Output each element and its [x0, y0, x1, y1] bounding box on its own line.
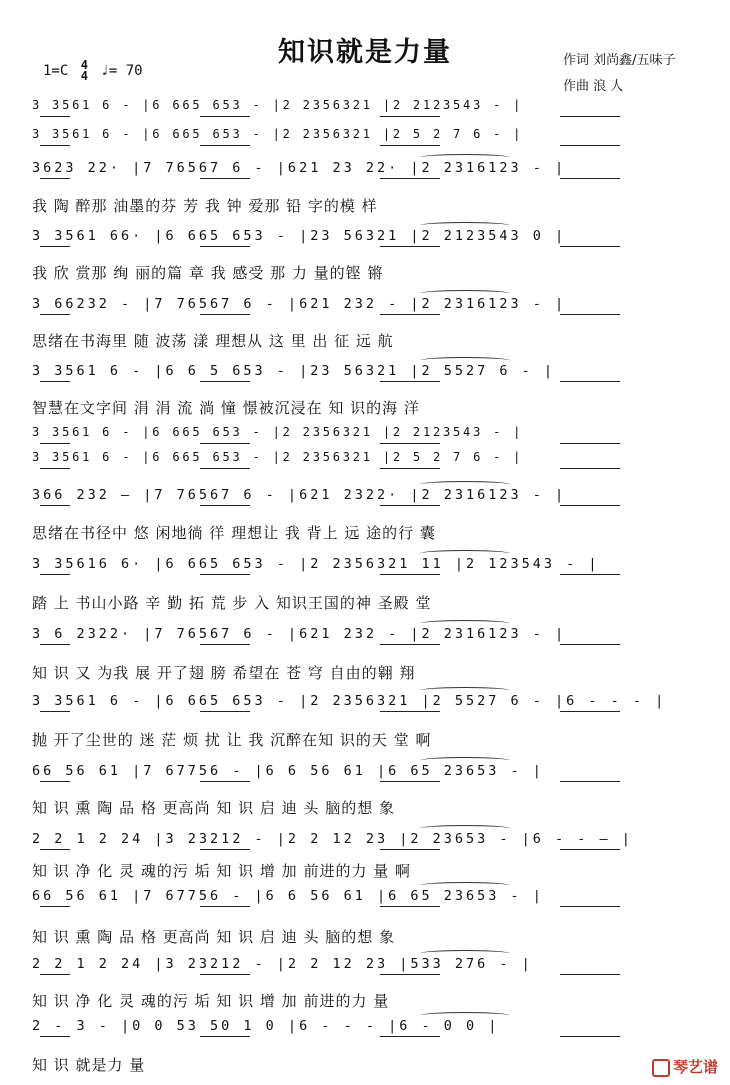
beam-line [200, 849, 250, 850]
notation-line: 3623 22· |7 76567 6 - |621 23 22· |2 2316123 - | [32, 160, 567, 176]
beam-line [200, 468, 250, 469]
slur-arc [420, 222, 510, 229]
beam-line [200, 178, 250, 179]
beam-line [40, 1036, 70, 1037]
beam-line [40, 711, 70, 712]
beam-line [200, 711, 250, 712]
beam-line [40, 781, 70, 782]
beam-line [40, 574, 70, 575]
notation-line: 2 2 1 2 24 |3 23212 - |2 2 12 23 |2 23653 - |6 - - — | [32, 831, 633, 847]
lyric-line: 思绪在书海里 随 波荡 漾 理想从 这 里 出 征 远 航 [32, 332, 394, 350]
beam-line [560, 1036, 620, 1037]
beam-line [560, 505, 620, 506]
beam-line [380, 974, 440, 975]
beam-line [560, 178, 620, 179]
tempo-marking: ♩= 70 [100, 63, 143, 79]
beam-line [560, 849, 620, 850]
slur-arc [420, 1012, 510, 1019]
notation-line: 3 3561 6 - |6 665 653 - |2 2356321 |2 5 2 7 6 - | [32, 127, 524, 141]
beam-line [560, 443, 620, 444]
time-signature [81, 60, 88, 82]
beam-line [40, 246, 70, 247]
beam-line [200, 246, 250, 247]
key-prefix: 1=C [43, 63, 69, 79]
beam-line [40, 443, 70, 444]
time-bottom: 4 [80, 69, 88, 83]
beam-line [40, 906, 70, 907]
slur-arc [420, 950, 510, 957]
watermark-text: 琴艺谱 [672, 1058, 718, 1076]
lyricist-credit: 作词 刘尚鑫/五味子 [563, 53, 676, 68]
time-top: 4 [80, 58, 88, 72]
beam-line [200, 505, 250, 506]
beam-line [200, 974, 250, 975]
beam-line [200, 443, 250, 444]
lyric-line: 思绪在书径中 悠 闲地徜 徉 理想让 我 背上 远 途的行 囊 [32, 524, 436, 542]
credits [563, 48, 676, 100]
beam-line [380, 849, 440, 850]
beam-line [380, 781, 440, 782]
beam-line [40, 849, 70, 850]
beam-line [380, 1036, 440, 1037]
beam-line [40, 145, 70, 146]
beam-line [380, 574, 440, 575]
beam-line [380, 443, 440, 444]
beam-line [40, 468, 70, 469]
logo-icon [652, 1059, 670, 1077]
notation-line: 3 3561 66· |6 665 653 - |23 56321 |2 2123543 0 | [32, 228, 567, 244]
notation-line: 66 56 61 |7 67756 - |6 6 56 61 |6 65 23653 - | [32, 888, 544, 904]
lyric-line: 知 识 净 化 灵 魂的污 垢 知 识 增 加 前进的力 量 啊 [32, 862, 411, 880]
beam-line [560, 906, 620, 907]
beam-line [560, 145, 620, 146]
beam-line [380, 246, 440, 247]
beam-line [200, 574, 250, 575]
beam-line [560, 781, 620, 782]
beam-line [380, 711, 440, 712]
beam-line [200, 314, 250, 315]
lyric-line: 知 识 就是力 量 [32, 1056, 146, 1074]
beam-line [200, 381, 250, 382]
notation-line: 3 3561 6 - |6 665 653 - |2 2356321 |2 2123543 - | [32, 98, 524, 112]
slur-arc [420, 290, 510, 297]
beam-line [200, 1036, 250, 1037]
notation-line: 3 6 2322· |7 76567 6 - |621 232 - |2 2316123 - | [32, 626, 567, 642]
beam-line [40, 505, 70, 506]
key-signature [43, 60, 143, 82]
beam-line [380, 906, 440, 907]
notation-line: 2 - 3 - |0 0 53 50 1 0 |6 - - - |6 - 0 0 | [32, 1018, 500, 1034]
beam-line [380, 381, 440, 382]
notation-line: 3 3561 6 - |6 665 653 - |2 2356321 |2 2123543 - | [32, 425, 524, 439]
beam-line [40, 314, 70, 315]
lyric-line: 抛 开了尘世的 迷 茫 烦 扰 让 我 沉醉在知 识的天 堂 啊 [32, 731, 432, 749]
beam-line [200, 781, 250, 782]
notation-line: 3 3561 6 - |6 665 653 - |2 2356321 |2 5 2 7 6 - | [32, 450, 524, 464]
beam-line [380, 468, 440, 469]
beam-line [560, 644, 620, 645]
beam-line [380, 644, 440, 645]
beam-line [560, 711, 620, 712]
lyric-line: 知 识 又 为我 展 开了翅 膀 希望在 苍 穹 自由的翱 翔 [32, 664, 416, 682]
beam-line [380, 178, 440, 179]
slur-arc [420, 550, 510, 557]
beam-line [380, 314, 440, 315]
lyric-line: 知 识 熏 陶 品 格 更高尚 知 识 启 迪 头 脑的想 象 [32, 928, 395, 946]
lyric-line: 知 识 净 化 灵 魂的污 垢 知 识 增 加 前进的力 量 [32, 992, 390, 1010]
lyric-line: 知 识 熏 陶 品 格 更高尚 知 识 启 迪 头 脑的想 象 [32, 799, 395, 817]
beam-line [380, 505, 440, 506]
watermark-logo [652, 1056, 718, 1077]
beam-line [560, 116, 620, 117]
slur-arc [420, 757, 510, 764]
slur-arc [420, 357, 510, 364]
slur-arc [420, 481, 510, 488]
notation-line: 3 3561 6 - |6 665 653 - |2 2356321 |2 5527 6 - |6 - - - | [32, 693, 667, 709]
slur-arc [420, 882, 510, 889]
notation-line: 366 232 — |7 76567 6 - |621 2322· |2 2316123 - | [32, 487, 567, 503]
beam-line [200, 145, 250, 146]
composer-credit: 作曲 浪 人 [563, 79, 624, 94]
notation-line: 3 66232 - |7 76567 6 - |621 232 - |2 2316123 - | [32, 296, 567, 312]
lyric-line: 我 欣 赏那 绚 丽的篇 章 我 感受 那 力 量的铿 锵 [32, 264, 384, 282]
beam-line [40, 644, 70, 645]
notation-line: 3 3561 6 - |6 6 5 653 - |23 56321 |2 5527 6 - | [32, 363, 556, 379]
beam-line [380, 145, 440, 146]
beam-line [200, 906, 250, 907]
beam-line [560, 314, 620, 315]
beam-line [560, 246, 620, 247]
beam-line [40, 974, 70, 975]
beam-line [40, 178, 70, 179]
beam-line [200, 644, 250, 645]
slur-arc [420, 154, 510, 161]
lyric-line: 智慧在文字间 涓 涓 流 淌 憧 憬被沉浸在 知 识的海 洋 [32, 399, 420, 417]
beam-line [560, 974, 620, 975]
beam-line [560, 468, 620, 469]
beam-line [200, 116, 250, 117]
notation-line: 2 2 1 2 24 |3 23212 - |2 2 12 23 |533 276 - | [32, 956, 533, 972]
beam-line [40, 381, 70, 382]
slur-arc [420, 620, 510, 627]
song-title: 知识就是力量 [278, 37, 452, 68]
lyric-line: 踏 上 书山小路 辛 勤 拓 荒 步 入 知识王国的神 圣殿 堂 [32, 594, 432, 612]
lyric-line: 我 陶 醉那 油墨的芬 芳 我 钟 爱那 铅 字的模 样 [32, 197, 378, 215]
beam-line [40, 116, 70, 117]
beam-line [560, 381, 620, 382]
notation-line: 3 35616 6· |6 665 653 - |2 2356321 11 |2 123543 - | [32, 556, 600, 572]
slur-arc [420, 825, 510, 832]
beam-line [380, 116, 440, 117]
notation-line: 66 56 61 |7 67756 - |6 6 56 61 |6 65 23653 - | [32, 763, 544, 779]
slur-arc [420, 687, 510, 694]
beam-line [560, 574, 620, 575]
